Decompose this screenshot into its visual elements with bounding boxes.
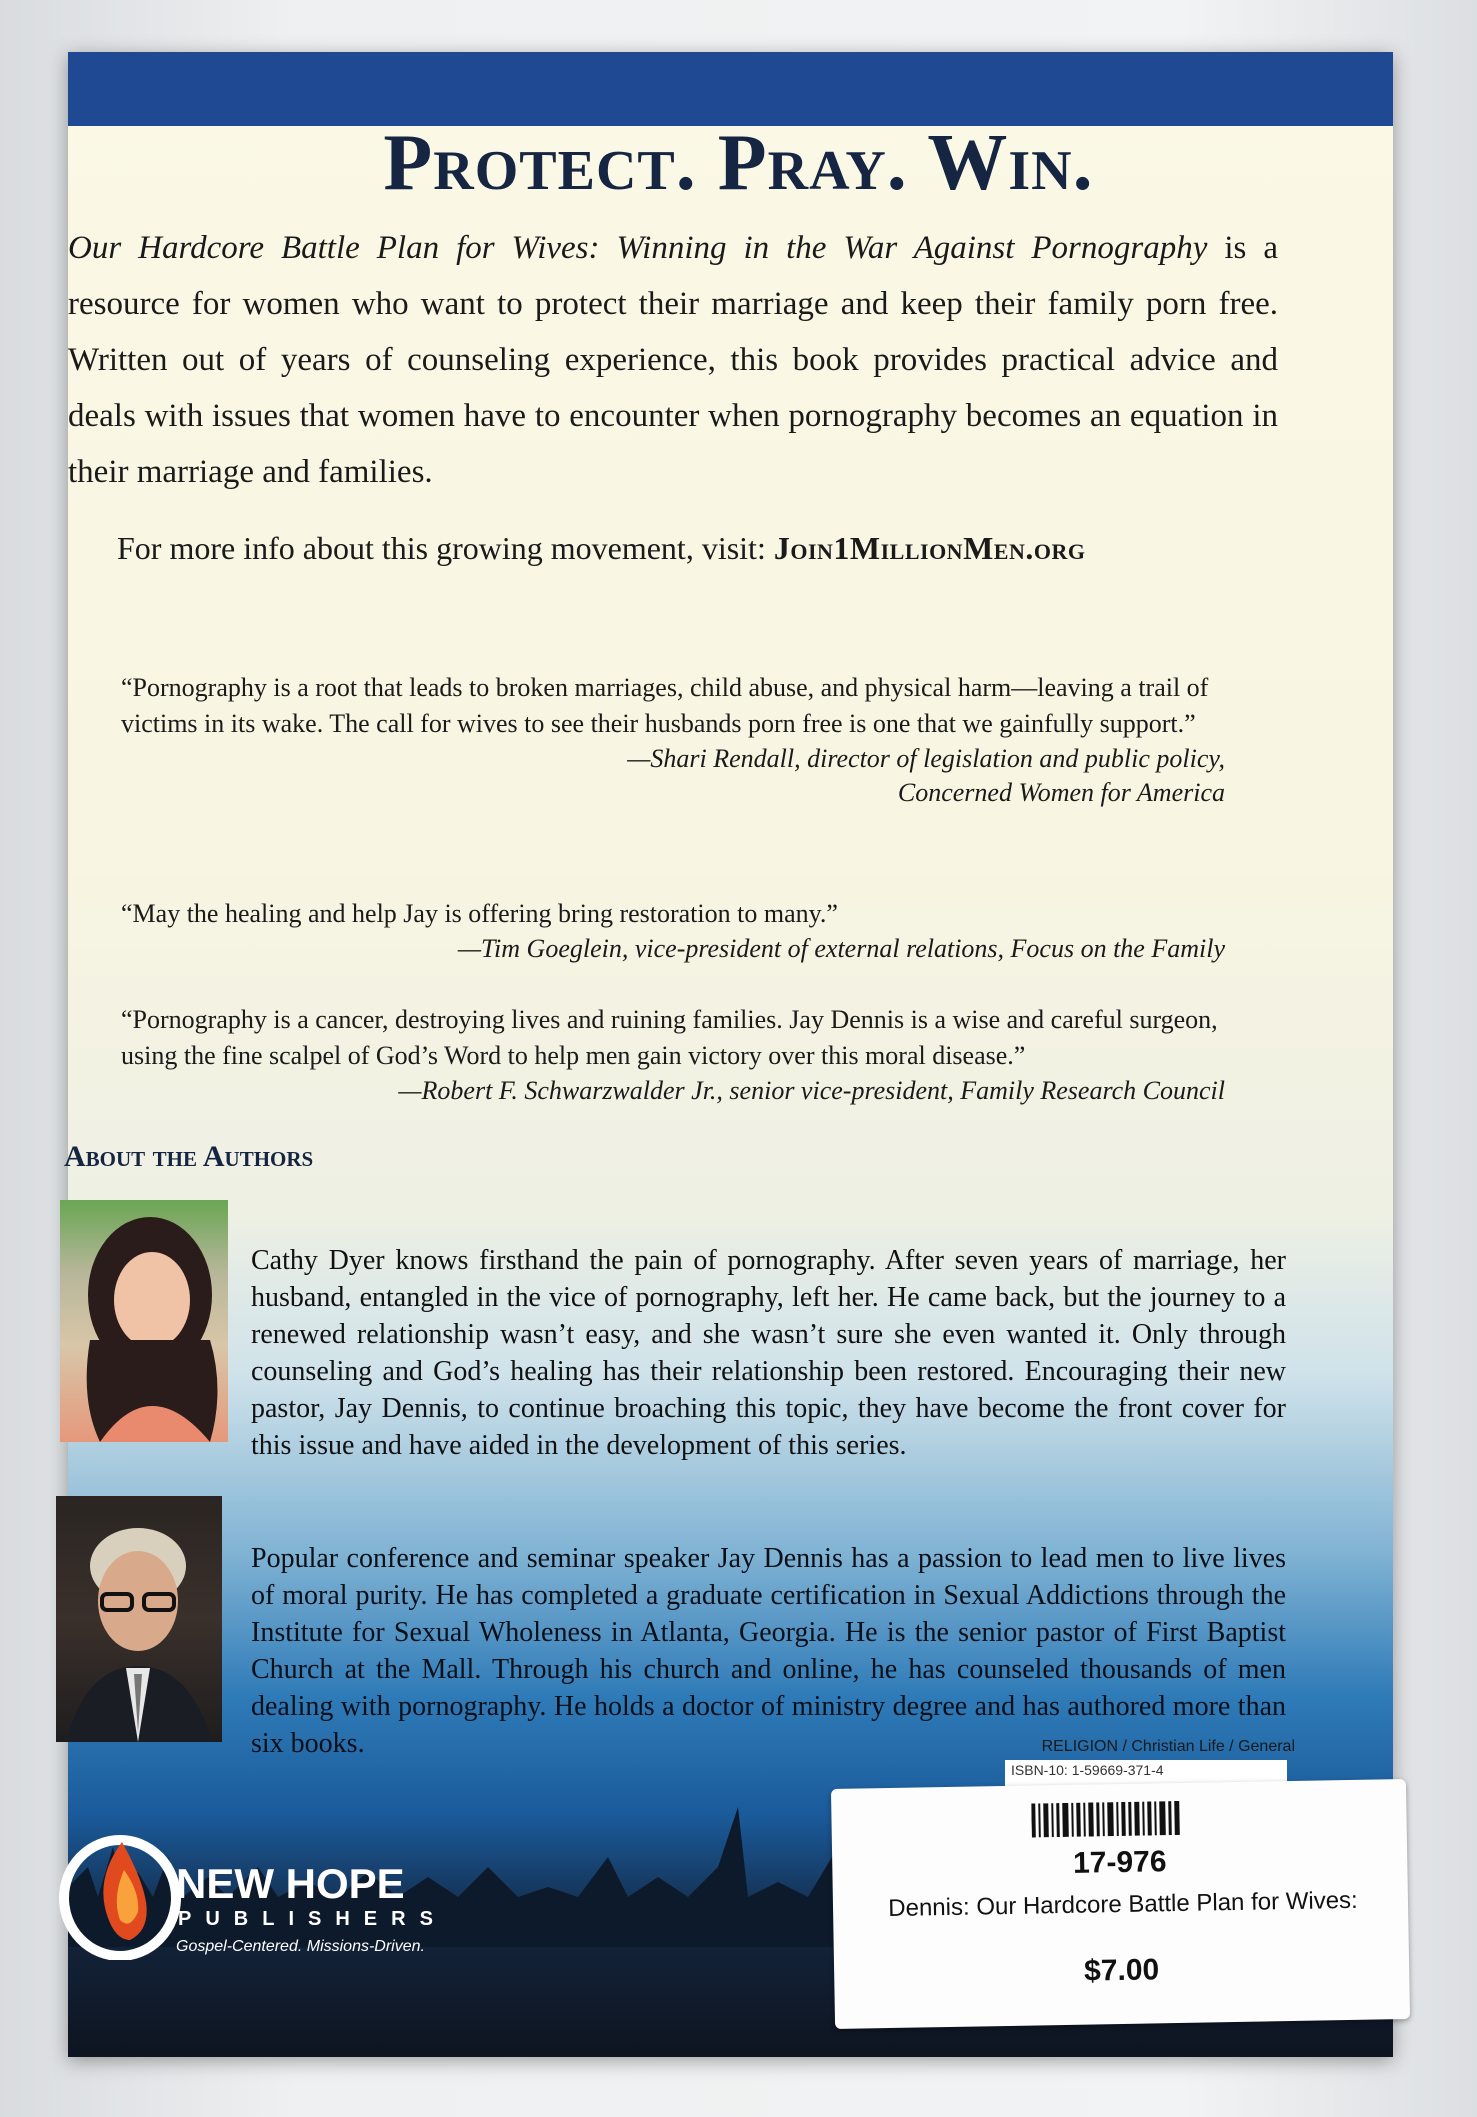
author-photo-jay bbox=[56, 1496, 222, 1742]
description-title: Our Hardcore Battle Plan for Wives: Winning in the War Against Pornography bbox=[68, 230, 1208, 266]
quote-1-attribution-line1: —Shari Rendall, director of legislation and public policy, bbox=[627, 744, 1225, 773]
info-line bbox=[117, 530, 1267, 567]
publisher-tagline: Gospel-Centered. Missions-Driven. bbox=[176, 1938, 425, 1955]
info-text: For more info about this growing movement, visit: bbox=[117, 530, 774, 566]
author-bio-jay: Popular conference and seminar speaker Jay Dennis has a passion to lead men to live lives of moral purity. He has completed a graduate certification in Sexual Addictions through the Institute for Sexual Wholeness in Atlanta, Georgia. He is the senior pastor of First Baptist Church at the Mall. Through his church and online, he has counseled thousands of men dealing with pornography. He holds a doctor of ministry degree and has authored more than six books. bbox=[251, 1543, 1286, 1759]
publisher-name: NEW HOPE bbox=[176, 1860, 405, 1907]
flame-icon bbox=[64, 1840, 176, 1956]
quote-2-attribution: —Tim Goeglein, vice-president of external relations, Focus on the Family bbox=[457, 934, 1225, 963]
info-url: Join1MillionMen.org bbox=[773, 530, 1086, 566]
headline: Protect. Pray. Win. bbox=[383, 119, 1094, 207]
isbn-box: ISBN-10: 1-59669-371-4 bbox=[1005, 1760, 1287, 1800]
quote-1 bbox=[121, 670, 1225, 810]
about-heading: About the Authors bbox=[64, 1140, 314, 1173]
description-body: is a resource for women who want to protect their marriage and keep their family porn free. Written out of years of counseling experience, this book provides practical advice and deals with issues that women have to encounter when pornography becomes an equation in their marriage and families. bbox=[68, 230, 1278, 490]
quote-1-attribution-line2: Concerned Women for America bbox=[897, 778, 1225, 807]
quote-2 bbox=[121, 896, 1225, 966]
book-description bbox=[68, 220, 1278, 500]
quote-3 bbox=[121, 1002, 1225, 1108]
author-photo-man-icon bbox=[56, 1496, 222, 1742]
quote-2-text: “May the healing and help Jay is offering bring restoration to many.” bbox=[121, 899, 838, 928]
author-bio-cathy: Cathy Dyer knows firsthand the pain of pornography. After seven years of marriage, her husband, entangled in the vice of pornography, left her. He came back, but the journey to a renewed relationship wasn’t easy, and she wasn’t sure she even wanted it. Only through counseling and God’s healing has their relationship been restored. Encouraging their new pastor, Jay Dennis, to continue broaching this topic, they have become the front cover for this issue and have aided in the development of this series. bbox=[251, 1245, 1286, 1461]
author-photo-cathy bbox=[60, 1200, 228, 1442]
barcode-icon bbox=[1031, 1801, 1182, 1838]
sticker-title: Dennis: Our Hardcore Battle Plan for Wives: bbox=[888, 1886, 1358, 1923]
quote-1-text: “Pornography is a root that leads to broken marriages, child abuse, and physical harm—leaving a trail of victims in its wake. The call for wives to see their husbands porn free is one that we gainfully support.” bbox=[121, 673, 1209, 738]
isbn-category: RELIGION / Christian Life / General bbox=[1041, 1738, 1295, 1755]
quote-3-attribution: —Robert F. Schwarzwalder Jr., senior vice-president, Family Research Council bbox=[398, 1076, 1225, 1105]
top-color-band bbox=[68, 52, 1393, 126]
sticker-number: 17-976 bbox=[1072, 1845, 1167, 1880]
author-photo-woman-icon bbox=[60, 1200, 228, 1442]
publisher-sub: PUBLISHERS bbox=[178, 1908, 447, 1930]
sticker-price: $7.00 bbox=[1083, 1953, 1160, 1988]
price-sticker bbox=[831, 1779, 1410, 2029]
quote-3-text: “Pornography is a cancer, destroying lives and ruining families. Jay Dennis is a wise and careful surgeon, using the fine scalpel of God’s Word to help men gain victory over this moral disease.” bbox=[121, 1005, 1218, 1070]
